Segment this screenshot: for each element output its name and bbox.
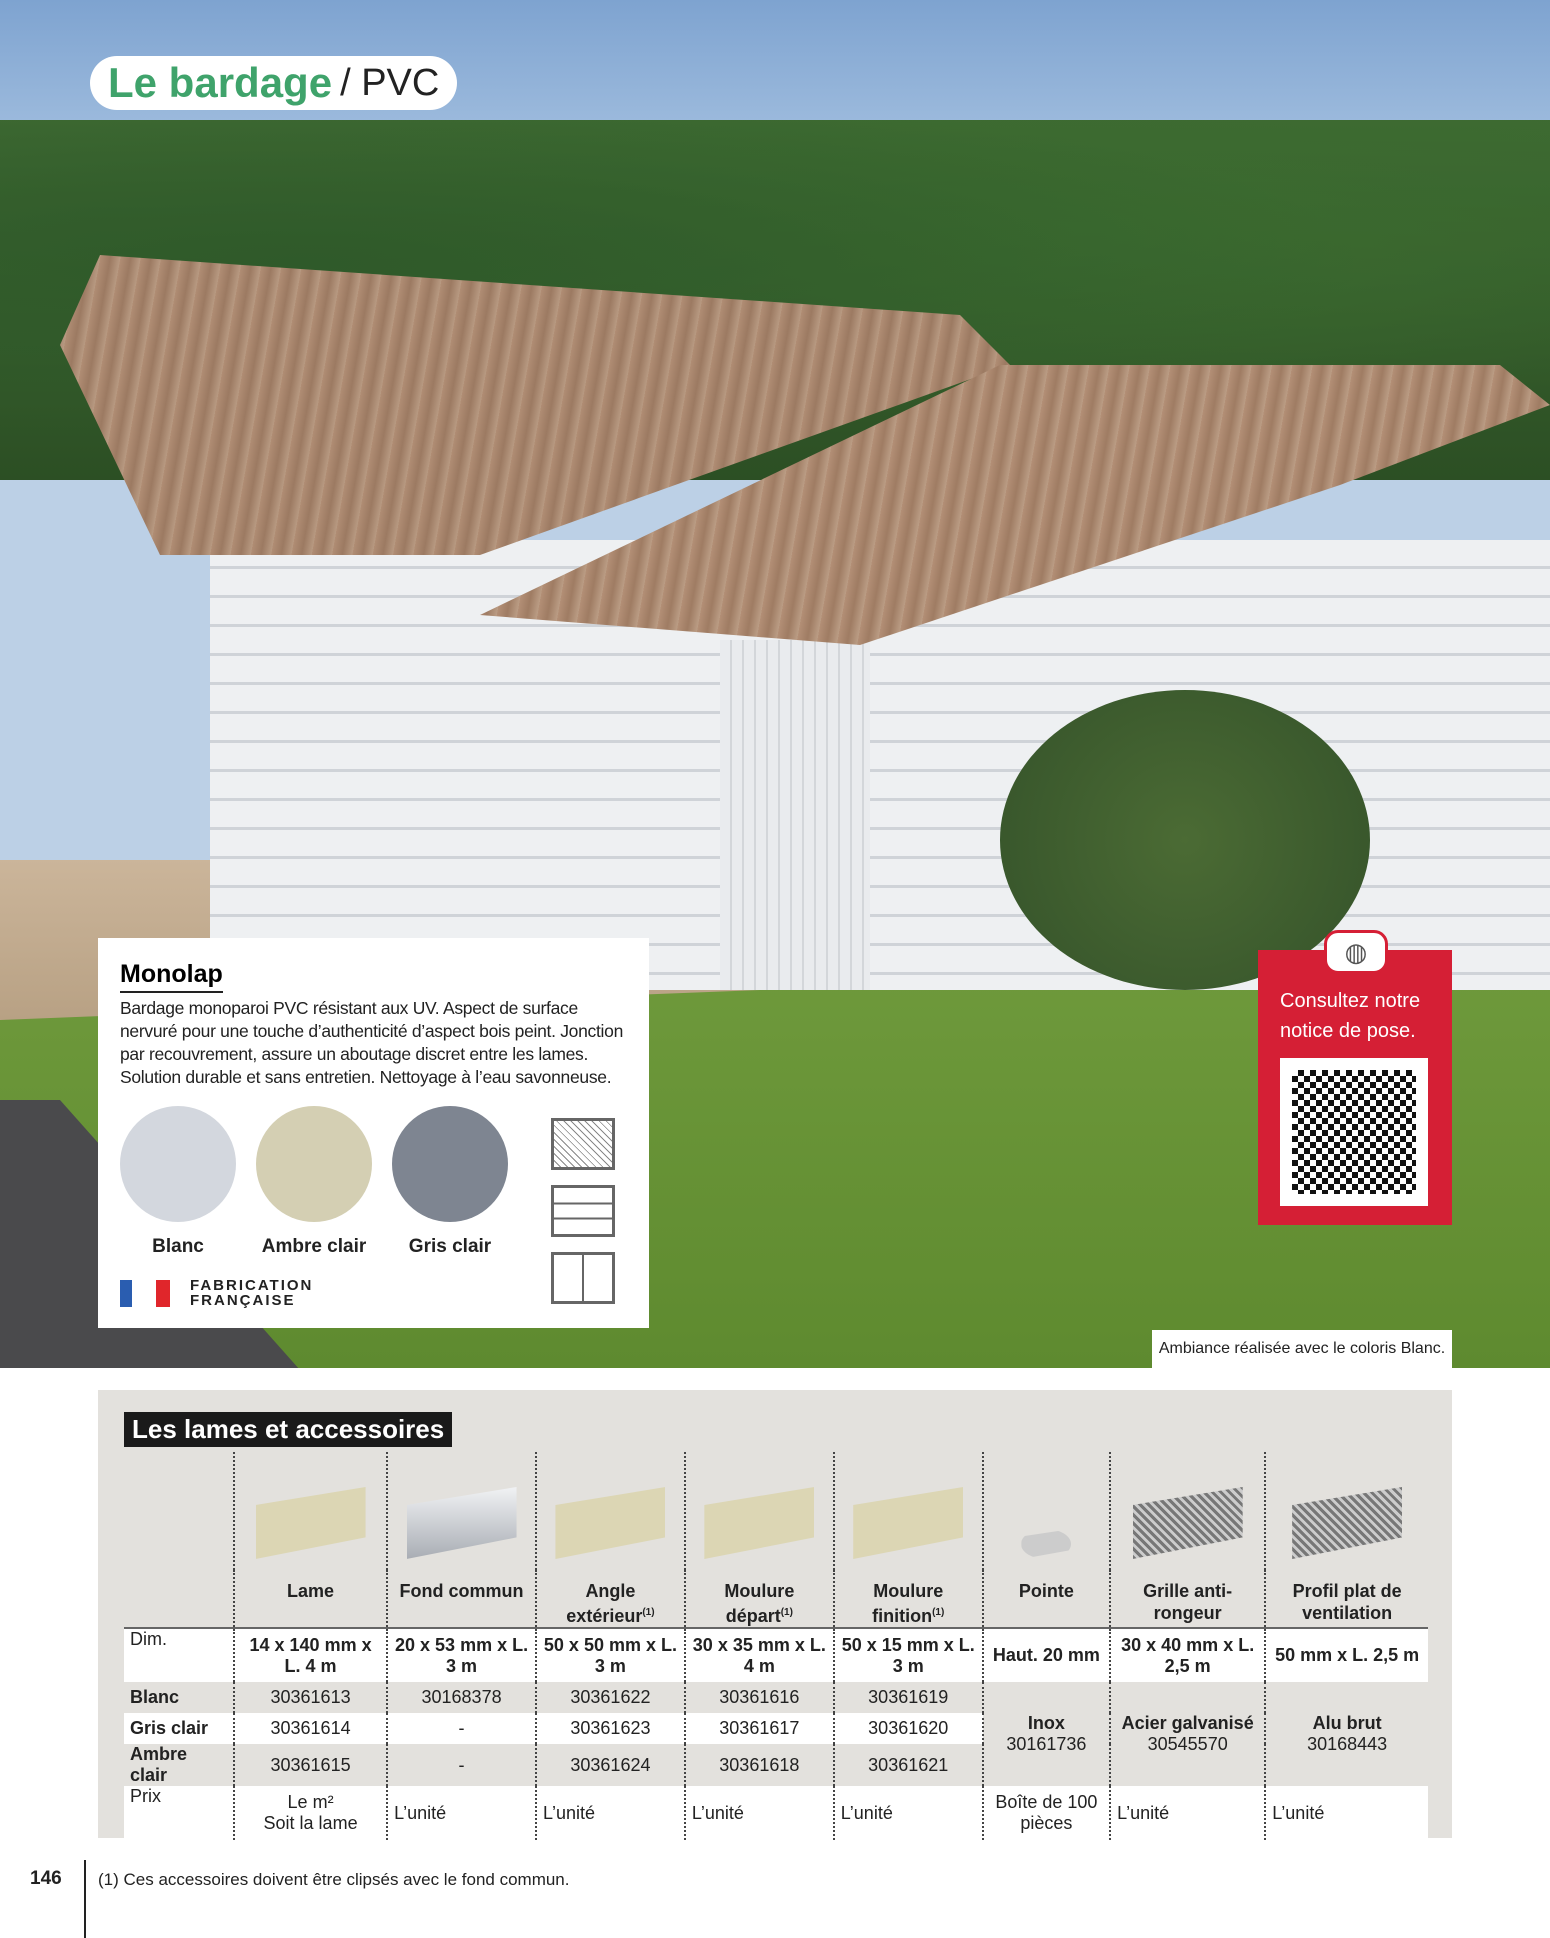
table-title: Les lames et accessoires xyxy=(124,1412,452,1447)
row-label: Blanc xyxy=(130,1687,180,1707)
cell xyxy=(983,1682,1110,1786)
cell: 30361616 xyxy=(685,1682,834,1713)
flag-icon xyxy=(120,1280,132,1307)
material: Alu brut xyxy=(1312,1713,1382,1733)
moulure-depart-image xyxy=(704,1487,814,1559)
cell: 30361621 xyxy=(834,1744,983,1786)
cell: L’unité xyxy=(1110,1786,1265,1840)
cell: 50 mm x L. 2,5 m xyxy=(1265,1628,1428,1682)
footnote-mark: (1) xyxy=(642,1607,655,1618)
footnote-mark: (1) xyxy=(932,1607,945,1618)
garage-door xyxy=(720,640,870,990)
price-unit: Le m² xyxy=(287,1792,334,1812)
cell: 30361623 xyxy=(536,1713,685,1744)
cell xyxy=(234,1786,387,1840)
cell: 30168378 xyxy=(387,1682,536,1713)
photo-caption: Ambiance réalisée avec le coloris Blanc. xyxy=(1152,1330,1452,1368)
footnote: (1) Ces accessoires doivent être clipsés avec le fond commun. xyxy=(98,1870,570,1889)
title-sub: / PVC xyxy=(340,61,440,104)
lame-image xyxy=(256,1487,366,1559)
cell: 30 x 35 mm x L. 4 m xyxy=(685,1628,834,1682)
product-card xyxy=(98,938,649,1328)
ref: 30168443 xyxy=(1307,1734,1388,1754)
fond-commun-image xyxy=(407,1487,517,1559)
cell: 30361619 xyxy=(834,1682,983,1713)
qr-text: Consultez notre notice de pose. xyxy=(1280,990,1421,1042)
col-header xyxy=(834,1570,983,1628)
angle-image xyxy=(555,1487,665,1559)
table-row-prix xyxy=(124,1786,1428,1840)
origin-text xyxy=(190,1278,313,1308)
row-label: Gris clair xyxy=(130,1718,209,1738)
cell: 50 x 15 mm x L. 3 m xyxy=(834,1628,983,1682)
col-label: Moulure finition xyxy=(872,1581,944,1626)
cell: 30 x 40 mm x L. 2,5 m xyxy=(1110,1628,1265,1682)
product-name: Monolap xyxy=(120,960,223,993)
footnote-mark: (1) xyxy=(780,1607,793,1618)
qr-code[interactable] xyxy=(1280,1058,1428,1206)
col-header xyxy=(685,1570,834,1628)
cell: L’unité xyxy=(834,1786,983,1840)
row-label: Ambre clair xyxy=(130,1744,188,1785)
cell: 30361617 xyxy=(685,1713,834,1744)
origin-line: FABRICATION xyxy=(190,1277,314,1294)
color-swatches xyxy=(120,1106,508,1258)
accessories-panel xyxy=(98,1390,1452,1838)
cell: - xyxy=(387,1713,536,1744)
swatch-ambre xyxy=(256,1106,372,1258)
swatch-label: Blanc xyxy=(152,1236,204,1257)
col-header: Lame xyxy=(234,1570,387,1628)
cell: 30361622 xyxy=(536,1682,685,1713)
french-made-badge xyxy=(120,1278,313,1308)
nail-fixing-icon xyxy=(551,1252,615,1304)
cell xyxy=(1110,1682,1265,1786)
col-header: Fond commun xyxy=(387,1570,536,1628)
cell: 14 x 140 mm x L. 4 m xyxy=(234,1628,387,1682)
globe-icon: ◍ xyxy=(1324,930,1388,974)
cell: Boîte de 100 pièces xyxy=(983,1786,1110,1840)
cell: 50 x 50 mm x L. 3 m xyxy=(536,1628,685,1682)
cell: 30361620 xyxy=(834,1713,983,1744)
col-label: Moulure départ xyxy=(724,1581,795,1626)
cell: L’unité xyxy=(685,1786,834,1840)
material: Acier galvanisé xyxy=(1121,1713,1254,1733)
accessories-table xyxy=(124,1452,1428,1840)
cell: Haut. 20 mm xyxy=(983,1628,1110,1682)
cell: 30361624 xyxy=(536,1744,685,1786)
bush xyxy=(1000,690,1370,990)
cell xyxy=(1265,1682,1428,1786)
swatch-label: Ambre clair xyxy=(261,1236,367,1257)
profile-section-icon xyxy=(551,1118,615,1170)
cell: L’unité xyxy=(536,1786,685,1840)
swatch-label: Gris clair xyxy=(408,1236,492,1257)
col-header: Pointe xyxy=(983,1570,1110,1628)
horizontal-install-icon xyxy=(551,1185,615,1237)
installation-guide-box[interactable] xyxy=(1258,936,1452,1225)
material: Inox xyxy=(1027,1713,1065,1733)
col-label: Angle extérieur xyxy=(566,1581,643,1626)
cell: - xyxy=(387,1744,536,1786)
cell: 20 x 53 mm x L. 3 m xyxy=(387,1628,536,1682)
cell: 30361613 xyxy=(234,1682,387,1713)
table-row-blanc xyxy=(124,1682,1428,1713)
col-header: Grille anti-rongeur xyxy=(1110,1570,1265,1628)
cell: 30361614 xyxy=(234,1713,387,1744)
col-header: Profil plat de ventilation xyxy=(1265,1570,1428,1628)
product-description: Bardage monoparoi PVC résistant aux UV. Aspect de surface nervuré pour une touche d’authenticité d’aspect bois peint. Jonction par recouvrement, assure un aboutage discret entre les lames. Solution durable et sans entretien. Nettoyage à l’eau savonneuse. xyxy=(120,998,624,1087)
title-main: Le bardage xyxy=(108,59,333,106)
cell: 30361618 xyxy=(685,1744,834,1786)
swatch-gris xyxy=(392,1106,508,1258)
page-number: 146 xyxy=(30,1868,62,1889)
cell: L’unité xyxy=(387,1786,536,1840)
cell: L’unité xyxy=(1265,1786,1428,1840)
origin-line: FRANÇAISE xyxy=(190,1292,296,1309)
moulure-finition-image xyxy=(853,1487,963,1559)
profil-image xyxy=(1292,1487,1402,1559)
table-row-dim xyxy=(124,1628,1428,1682)
col-header xyxy=(536,1570,685,1628)
page-title xyxy=(90,56,457,110)
row-label: Prix xyxy=(130,1786,161,1806)
ref: 30545570 xyxy=(1147,1734,1228,1754)
swatch-blanc xyxy=(120,1106,236,1258)
ref: 30161736 xyxy=(1006,1734,1087,1754)
grille-image xyxy=(1133,1487,1243,1559)
footer-divider xyxy=(84,1860,86,1938)
row-label: Dim. xyxy=(130,1629,167,1649)
pointe-image xyxy=(1021,1529,1071,1559)
cell: 30361615 xyxy=(234,1744,387,1786)
price-unit: Soit la lame xyxy=(263,1813,358,1833)
